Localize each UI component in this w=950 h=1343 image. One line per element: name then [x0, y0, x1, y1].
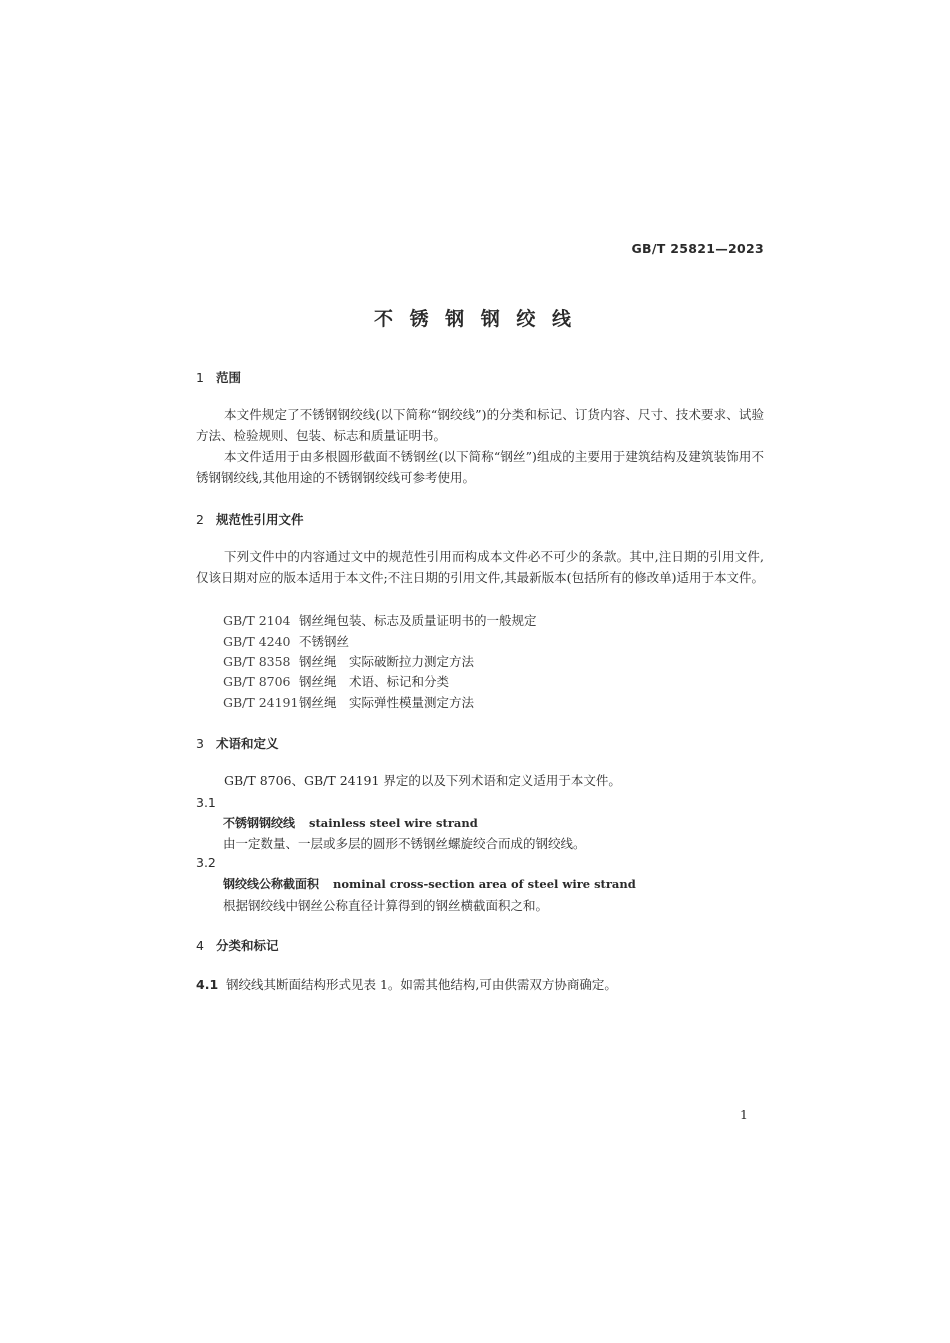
- reference-item: [223, 632, 349, 650]
- reference-item: [223, 693, 474, 711]
- reference-item: [223, 652, 474, 670]
- term-number: 3.1: [196, 795, 216, 810]
- section-number: 3: [196, 736, 204, 751]
- reference-code: GB/T 4240: [223, 634, 291, 649]
- term-entry: [223, 814, 478, 831]
- section-3-paragraph-1: GB/T 8706、GB/T 24191 界定的以及下列术语和定义适用于本文件。: [224, 773, 621, 788]
- section-number: 1: [196, 370, 204, 385]
- section-number: 2: [196, 512, 204, 527]
- section-3-heading: [196, 734, 279, 752]
- section-title: 规范性引用文件: [216, 512, 304, 527]
- term-chinese: 钢绞线公称截面积: [223, 877, 320, 891]
- reference-title: 钢丝绳 实际弹性模量测定方法: [299, 695, 475, 710]
- section-title: 术语和定义: [216, 736, 279, 751]
- term-english: nominal cross-section area of steel wire strand: [333, 877, 636, 891]
- clause-number: 4.1: [196, 977, 219, 992]
- page-number: 1: [740, 1107, 748, 1122]
- reference-title: 钢丝绳 实际破断拉力测定方法: [299, 654, 475, 669]
- section-4-heading: [196, 936, 279, 954]
- term-english: stainless steel wire strand: [309, 816, 478, 830]
- document-title: 不 锈 钢 钢 绞 线: [373, 308, 577, 330]
- reference-code: GB/T 2104: [223, 613, 291, 628]
- reference-item: [223, 672, 449, 690]
- section-2-heading: [196, 510, 304, 528]
- section-1-paragraph-2: 本文件适用于由多根圆形截面不锈钢丝(以下简称“钢丝”)组成的主要用于建筑结构及建筑装饰用不锈钢钢绞线,其他用途的不锈钢钢绞线可参考使用。: [196, 449, 764, 485]
- term-entry: [223, 875, 636, 892]
- term-definition: 由一定数量、一层或多层的圆形不锈钢丝螺旋绞合而成的钢绞线。: [223, 836, 586, 851]
- clause-4-1: [196, 975, 617, 993]
- reference-item: [223, 611, 537, 629]
- clause-text: 钢绞线其断面结构形式见表 1。如需其他结构,可由供需双方协商确定。: [226, 977, 617, 992]
- term-chinese: 不锈钢钢绞线: [223, 816, 296, 830]
- section-title: 范围: [216, 370, 242, 385]
- term-definition: 根据钢绞线中钢丝公称直径计算得到的钢丝横截面积之和。: [223, 898, 549, 913]
- reference-code: GB/T 8358: [223, 654, 291, 669]
- reference-title: 钢丝绳 术语、标记和分类: [299, 674, 450, 689]
- section-1-heading: [196, 368, 241, 386]
- reference-code: GB/T 24191: [223, 695, 299, 710]
- section-number: 4: [196, 938, 204, 953]
- reference-code: GB/T 8706: [223, 674, 291, 689]
- section-title: 分类和标记: [216, 938, 279, 953]
- section-2-paragraph-1: 下列文件中的内容通过文中的规范性引用而构成本文件必不可少的条款。其中,注日期的引用文件,仅该日期对应的版本适用于本文件;不注日期的引用文件,其最新版本(包括所有的修改单)适用于本文件。: [196, 549, 764, 585]
- reference-title: 不锈钢丝: [299, 634, 350, 649]
- term-number: 3.2: [196, 855, 216, 870]
- standard-number: GB/T 25821—2023: [631, 241, 764, 256]
- reference-title: 钢丝绳包装、标志及质量证明书的一般规定: [299, 613, 537, 628]
- section-1-paragraph-1: 本文件规定了不锈钢钢绞线(以下简称“钢绞线”)的分类和标记、订货内容、尺寸、技术要求、试验方法、检验规则、包装、标志和质量证明书。: [196, 407, 764, 443]
